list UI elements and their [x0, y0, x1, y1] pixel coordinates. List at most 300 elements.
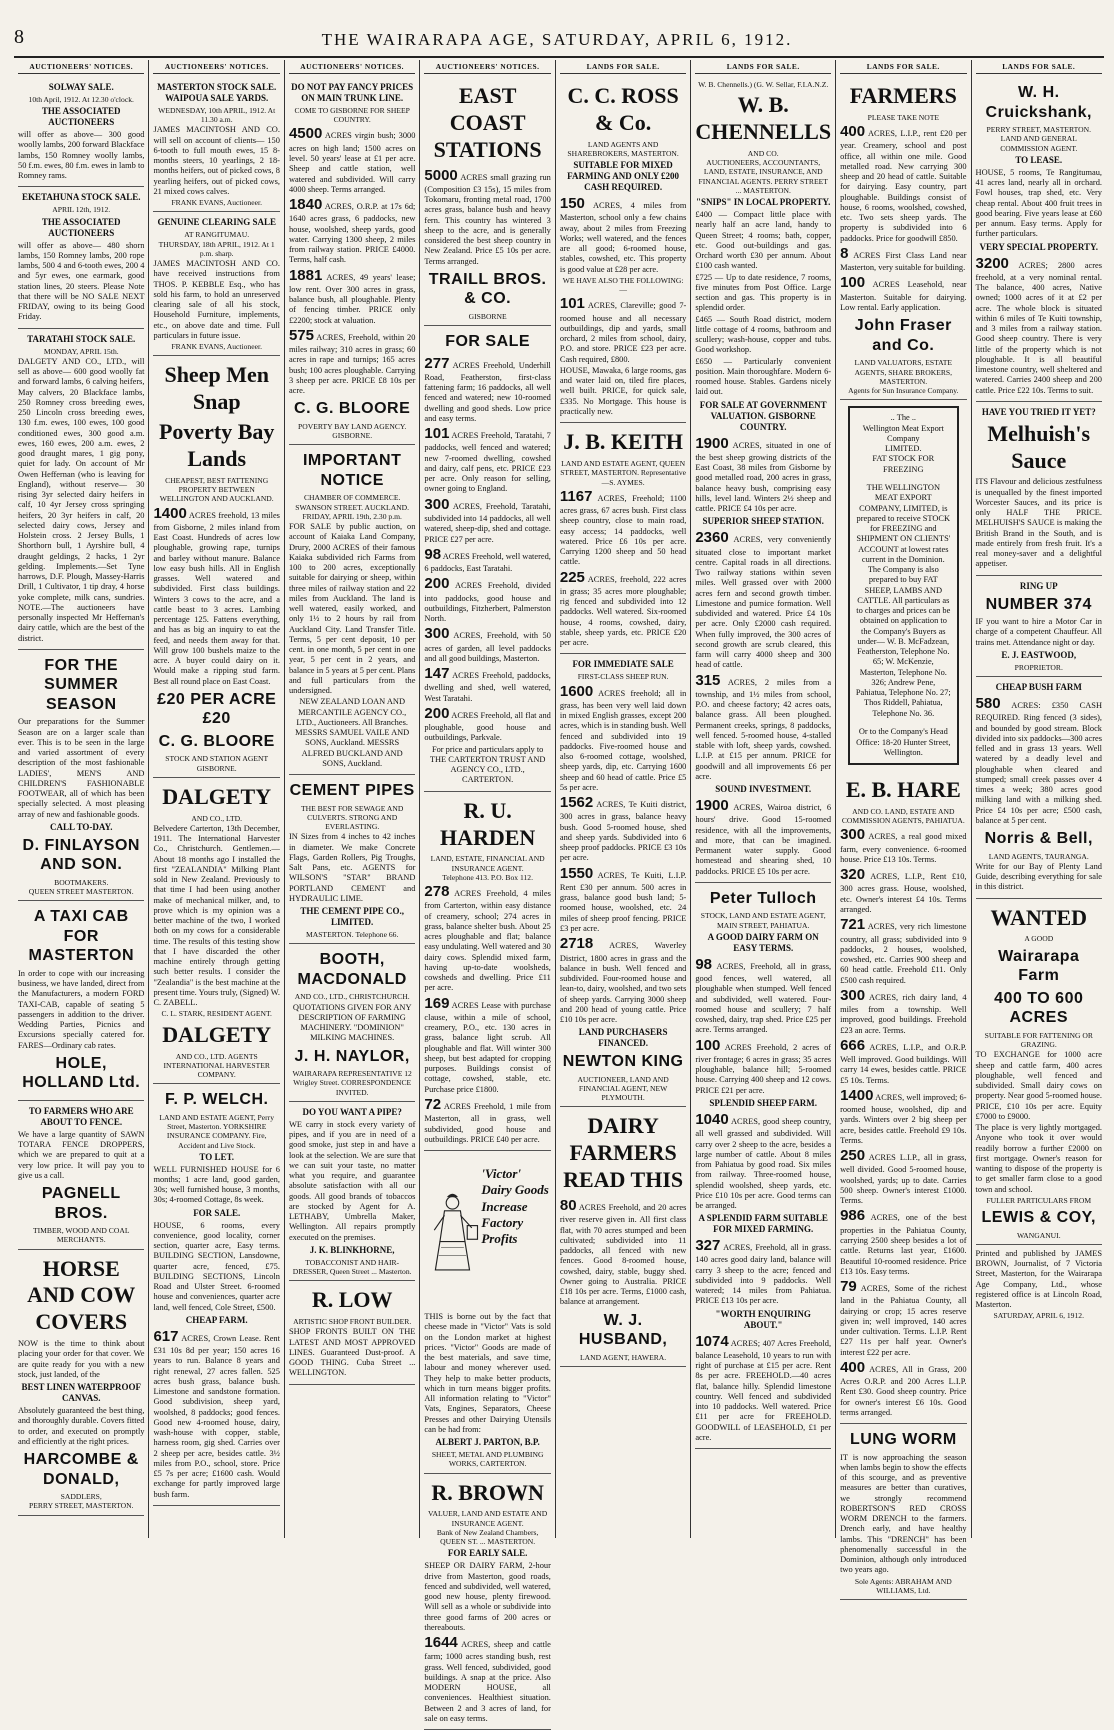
acreage: 277 — [424, 355, 449, 372]
company-name: BOOTH, MACDONALD — [289, 950, 415, 989]
acreage: 300 — [424, 625, 449, 642]
acreage: 1881 — [289, 267, 322, 284]
dalgety-sub: AND CO., LTD. — [153, 814, 279, 823]
solway-sale-ad — [18, 77, 144, 187]
listing: 2360 ACRES, very conveniently situated close to important market centre. Capital roads in all directions. Two railway stations within seven miles. Well grassed over with 2000 acres fern and second growth timber. Limestone and pumice formation. Well subdivided and watered. Price £4 10s per acre. Only £2000 cash required. When fully improved, the 300 acres of second growth are scrub cleared, this farm will carry 4000 sheep and 300 head of cattle. — [695, 529, 831, 670]
traill-sub: GISBORNE — [424, 312, 550, 321]
shop-fronts-ad — [289, 1281, 415, 1384]
bloore-sub: POVERTY BAY LAND AGENCY. GISBORNE. — [289, 422, 415, 441]
ad-body: IF you want to hire a Motor Car in charge of a competent Chauffeur. All trains met. Attendance night or day. — [976, 617, 1102, 648]
column-head: AUCTIONEERS' NOTICES. — [289, 62, 415, 74]
hare-name: E. B. HARE — [840, 777, 966, 804]
ad-title: MASTERTON STOCK SALE. WAIPOUA SALE YARDS. — [153, 82, 279, 104]
column-head: AUCTIONEERS' NOTICES. — [153, 62, 279, 74]
acreage: 2360 — [695, 529, 728, 546]
acreage: 1840 — [289, 196, 322, 213]
acreage: 1644 — [424, 1634, 457, 1651]
listing: 1167 ACRES, Freehold; 1100 acres grass, 67 acres bush. First class sheep country, close to main road, easy access; 14 paddocks, well watered. Price £6 10s per acre. Carrying 1200 sheep and 50 head cattle. — [560, 488, 686, 568]
wanted-farm-ad — [976, 899, 1102, 1245]
booth-macdonald-ad — [289, 944, 415, 1102]
owner-body: The place is very lightly mortgaged. Anyone who took it over would readily borrow a further £2000 on first mortgage. Owner's reason for wanting to dispose of the property is to get smaller farm close to a good town and school. — [976, 1123, 1102, 1195]
ad-date: APRIL 12th, 1912. — [18, 205, 144, 214]
farmers-notice-ad — [840, 77, 966, 400]
acreage: 1400 — [153, 505, 186, 522]
column-2 — [148, 60, 283, 1538]
finlayson-trade: BOOTMAKERS. — [18, 878, 144, 887]
acreage: 575 — [289, 327, 314, 344]
ad-body: IT is now approaching the season when lambs begin to show the effects of this scourge, and as preventive measures are better than curatives, we strongly recommend ROBERTSON'S RED CROSS WORM DRENCH to the farmers. Drench early, and have healthy lambs. This "DRENCH" has been phenomenally successful in the Dominion, although only introduced two years ago. — [840, 1453, 966, 1576]
call-today: CALL TO-DAY. — [18, 822, 144, 833]
listing: 580 ACRES: £350 CASH REQUIRED. Ring fenced (3 sides), and bounded by good stream. Block divided into six paddocks—300 acres felled and in grass 13 years. Well watered by a deadly level and ploughable when cleared and stumped; small creek passes over 4 times a week; 380 acres good milking land with a milking shed. Price £4 10s per acre; £500 cash, balance at 5 per cent. — [976, 695, 1102, 826]
newspaper-columns — [14, 60, 1106, 1538]
ad-body: JAMES MACINTOSH AND CO. have received instructions from THOS. P. KEBBLE Esq., who has sold his farm, to hold an unreserved clearing sale of all his stock, Household Furniture, implements, etc., on above date and time. Full particulars in future issue. — [153, 259, 279, 341]
immediate-sale-ad — [560, 654, 686, 1107]
brown-name: R. BROWN — [424, 1480, 550, 1507]
ad-title: CHEAP BUSH FARM — [976, 682, 1102, 693]
ad-title: TARATAHI STOCK SALE. — [18, 334, 144, 345]
welch-ad — [153, 1084, 279, 1506]
listing: 147 ACRES Freehold, paddocks, dwelling and shed, well watered, West Taratahi. — [424, 665, 550, 704]
ross-ad — [560, 77, 686, 423]
harcombe-trade: SADDLERS, — [18, 1492, 144, 1501]
ad-body: In order to cope with our increasing business, we have landed, direct from the Manufacturers, a modern FORD TAXI-CAB, capable of seating 5 passengers in addition to the driver. Wedding Parties, Picnics and Excursions specially catered for. FARES—Ordinary cab rates. — [18, 969, 144, 1051]
acreage: 169 — [424, 995, 449, 1012]
acreage: 327 — [695, 1237, 720, 1254]
chennells-partners: W. B. Chennells.) (G. W. Sellar, F.I.A.N.Z. — [695, 80, 831, 89]
listing: £400 — Compact little place with nearly half an acre land, handy to Queen Street; 4 rooms; bath, copper, etc. Good out-buildings and gas. Orchard worth £30 per annum. About £100 cash wanted. — [695, 210, 831, 272]
ad-title: GENUINE CLEARING SALE — [153, 217, 279, 228]
listing: 1040 ACRES, good sheep country, all well grassed and subdivided. Will carry over 2 sheep to the acre, besides a large number of cattle. About 8 miles from Pahiatua by good road. Six miles from railway. Three-roomed house, splendid woolshed, sheep yards, etc. Price £10 10s per acre. Good terms can be arranged. — [695, 1111, 831, 1211]
norris-name: Norris & Bell, — [976, 829, 1102, 849]
acreage: 300 — [840, 987, 865, 1004]
imprint-text: Printed and published by JAMES BROWN, Journalist, of 7 Victoria Street, Masterton, for the Wairarapa Age Company, Ltd., whose registered office is at Lincoln Road, Masterton. — [976, 1249, 1102, 1311]
acreage: 400 — [840, 123, 865, 140]
builder-name: R. LOW — [289, 1287, 415, 1314]
to-let-body: WELL FURNISHED HOUSE for 6 months; 1 acre land, good garden, 30s; well furnished house, 3 months, 30s; 4-roomed Cottage, 8s week. — [153, 1165, 279, 1206]
special-heading: VERY SPECIAL PROPERTY. — [976, 242, 1102, 253]
keith-name: J. B. KEITH — [560, 429, 686, 456]
acreage: 315 — [695, 672, 720, 689]
sound-heading: SOUND INVESTMENT. — [695, 784, 831, 795]
newton-name: NEWTON KING — [560, 1052, 686, 1072]
acreage: 4500 — [289, 125, 322, 142]
acreage: 200 — [424, 705, 449, 722]
eastwood-name: E. J. EASTWOOD, — [976, 650, 1102, 661]
listing: 1900 ACRES, Wairoa district, 6 hours' drive. Good 15-roomed residence, with all the improvements, and more, that can be imagined. Permanent water supply. Good homestead and shearing shed, 10 paddocks. PRICE £5 10s per acre. — [695, 797, 831, 877]
page-number: 8 — [14, 26, 24, 49]
acreage: 1600 — [560, 683, 593, 700]
acreage: 1040 — [695, 1111, 728, 1128]
ad-body: IN Sizes from 4 inches to 42 inches in diameter. We make Concrete Flags, Garden Rollers, Pig Troughs, Salt Pans, etc. AGENTS for WILSON'S "STAR" BRAND PORTLAND CEMENT and HYDRAULIC LIME. — [289, 832, 415, 904]
splendid-heading: SPLENDID SHEEP FARM. — [695, 1098, 831, 1109]
to-lease-heading: TO LEASE. — [976, 155, 1102, 166]
summer-footwear-ad — [18, 650, 144, 902]
acreage: 666 — [840, 1037, 865, 1054]
financed-note: LAND PURCHASERS FINANCED. — [560, 1027, 686, 1049]
ad-date: 10th April, 1912. At 12.30 o'clock. — [18, 95, 144, 104]
victor-dairy-ad — [424, 1151, 550, 1473]
keith-ad — [560, 423, 686, 654]
ad-title: EKETAHUNA STOCK SALE. — [18, 192, 144, 203]
acreage: 721 — [840, 916, 865, 933]
meat-the: .. The .. — [855, 413, 951, 423]
listing: 400 ACRES, L.I.P., rent £20 per year. Creamery, school and post office, all within one mile. Good metalled road. New carrying 300 sheep and 20 head of cattle. Suitable for dairying. Easy country, part ploughable. Buildings consist of house, 6 rooms, woolshed, cowshed, etc. Two sets sheep yards. The property is subdivided into 6 paddocks. Price for goodwill £850. — [840, 123, 966, 244]
resident-agent: C. L. STARK, RESIDENT AGENT. — [153, 1009, 279, 1018]
builder-sub: ARTISTIC SHOP FRONT BUILDER. — [289, 1317, 415, 1326]
canvas-body: Absolutely guaranteed the best thing, and thoroughly durable. Covers fitted to order, and executed on promptly and efficiently at the right prices. — [18, 1406, 144, 1447]
brown-ad — [424, 1474, 550, 1730]
sheep-men-snap-ad — [153, 356, 279, 777]
hare-sub: AND CO. LAND, ESTATE AND COMMISSION AGENTS, PAHIATUA. — [840, 807, 966, 826]
listing: 5000 ACRES small grazing run (Composition £3 15s), 15 miles from Tokomaru, fronting metal road, 1700 acres grass, balance bush and heavy fern. This country has wintered 3 sheep to the acre, and is generally considered the best sheep country in New Zealand. Price £5 10s per acre. Terms arranged. — [424, 167, 550, 267]
chennells-name: W. B. CHENNELLS — [695, 92, 831, 146]
column-1 — [14, 60, 148, 1538]
ad-contact: For price and particulars apply to THE CARTERTON TRUST AND AGENCY CO., LTD., CARTERTON. — [424, 745, 550, 786]
listing: 80 ACRES Freehold, and 20 acres river reserve given in. All first class flat, with 70 acres stumped and been cultivated; subdivided into 11 paddocks, all fenced with new fences. Good 8-roomed house, cowshed, dairy, stable, buggy shed. Owner going to Australia. PRICE £18 10s per acre. Terms, £1000 cash, balance at arrangement. — [560, 1197, 686, 1308]
listing: 72 ACRES Freehold, 1 mile from Masterton, all in grass, well subdivided, good house and outbuildings. PRICE £40 per acre. — [424, 1096, 550, 1145]
meat-limited: LIMITED. — [855, 444, 951, 454]
acreage: 400 — [840, 1359, 865, 1376]
dalgety-sub: AND CO., LTD. AGENTS INTERNATIONAL HARVESTER COMPANY. — [153, 1052, 279, 1080]
listing: £465 — South Road district, modern little cottage of 4 rooms, bathroom and scullery; wash-house, copper and tubs. Good workshop. — [695, 315, 831, 356]
acreage: 72 — [424, 1096, 441, 1113]
acreage: 200 — [424, 575, 449, 592]
fraser-sub: LAND VALUATORS, ESTATE AGENTS, SHARE BROKERS, MASTERTON. — [840, 358, 966, 386]
ad-subtitle: CHEAPEST, BEST FATTENING PROPERTY BETWEEN WELLINGTON AND AUCKLAND. — [153, 476, 279, 504]
taxi-cab-ad — [18, 901, 144, 1101]
ad-body: THE WELLINGTON MEAT EXPORT COMPANY, LIMITED, is prepared to receive STOCK for FREEZING and SHIPMENT ON CLIENTS' ACCOUNT at lowest rates current in the Dominion. The Company is also prepared to buy FAT SHEEP, LAMBS AND CATTLE. All particulars as to charges and prices can be obtained on application to the Company's Buyers as under— W. B. McFadzean, Featherston, Telephone No. 65; W. McKenzie, Masterton, Telephone No. 326; Andrew Pene, Pahiatua, Telephone No. 27; Thos Riddell, Pahiatua, Telephone No. 36. — [855, 483, 951, 719]
listing: 1900 ACRES, situated in one of the best sheep growing districts of the East Coast, 38 miles from Gisborne by good metalled road, 200 acres in grass, balance heavy bush, comprising easy hills, level land. Winters 2½ sheep and cattle. PRICE £4 10s per acre. — [695, 435, 831, 515]
listing: 98 ACRES, Freehold, all in grass, good fences, well watered, all ploughable when stumped. Well fenced and subdivided, well watered. Four-roomed house and scullery; 7 half cowshed, dairy, trap shed. Price £25 per acre. Terms arranged. — [695, 956, 831, 1036]
harcombe-name: HARCOMBE & DONALD, — [18, 1450, 144, 1489]
listing: 150 ACRES, 4 miles from Masterton, school only a few chains away, about 2 miles from Freezing Works; well watered, and the fences are all good; 6-roomed house, stables, cowshed, etc. This property is good value at £28 per acre. — [560, 195, 686, 275]
listing: 300 ACRES, Freehold, Taratahi, subdivided into 14 paddocks, all well watered, sheep-dip, shed and cottage. PRICE £27 per acre. — [424, 496, 550, 545]
tulloch-feature: A GOOD DAIRY FARM ON EASY TERMS. — [695, 932, 831, 954]
ad-body: SHOP FRONTS BUILT ON THE LATEST AND MOST APPROVED LINES. Guaranteed Dust-proof. A GOOD THING. Cuba Street ... WELLINGTON. — [289, 1327, 415, 1378]
bloore-name: C. G. BLOORE — [153, 732, 279, 752]
acreage: 98 — [424, 546, 441, 563]
ad-date: FRIDAY, APRIL 19th, 2.30 p.m. — [289, 512, 415, 521]
acreage: 8 — [840, 245, 848, 262]
listing: 1550 ACRES, Te Kuiti, L.I.P. Rent £30 per annum. 500 acres in grass, balance good bush land; 5-roomed house, woolshed, etc. 24 miles of sheep proof fencing. PRICE £3 per acre. — [560, 865, 686, 935]
listing: 8 ACRES First Class Land near Masterton, very suitable for building. — [840, 245, 966, 274]
auctioneers-list: NEW ZEALAND LOAN AND MERCANTILE AGENCY CO., LTD., Auctioneers. All Branches. MESSRS SAMUEL VAILE AND SONS, Auckland. MESSRS ALFRED BUCKLAND AND SONS, Auckland. — [289, 697, 415, 769]
column-head: AUCTIONEERS' NOTICES. — [424, 62, 550, 74]
listing: 1644 ACRES, sheep and cattle farm; 1000 acres standing bush, rest grass. Well fenced, subdivided, good buildings. A snap at the price. Also MODERN HOUSE, all conveniences. Healthiest situation. Between 2 and 3 acres of land, for sale on easy terms. — [424, 1634, 550, 1724]
listing: 4500 ACRES virgin bush; 3000 acres on high land; 1500 acres on level. 50 years' lease at £1 per acre. Sheep and cattle station, well watered and subdivided. Will carry 4000 sheep. Terms arranged. — [289, 125, 415, 195]
listing: 225 ACRES, freehold, 222 acres in grass; 35 acres more ploughable; rig fenced and subdivided into 12 paddocks. Well watered. Six-roomed house, 4 rooms, cowshed, dairy, stable, sheep yards, etc. PRICE £20 per acre. — [560, 569, 686, 649]
hole-holland-name: HOLE, HOLLAND Ltd. — [18, 1054, 144, 1093]
wanted-farm: Wairarapa Farm — [976, 947, 1102, 986]
also-heading: WE HAVE ALSO THE FOLLOWING:— — [560, 276, 686, 295]
naylor-name: J. H. NAYLOR, — [289, 1047, 415, 1067]
listing: 986 ACRES, one of the best properties in the Pahiatua County, carrying 2500 sheep besides a lot of cattle. Returns last year, £1600. Beautiful 10-roomed residence. Price £13 10s. Easy terms. — [840, 1207, 966, 1277]
company-name: THE CEMENT PIPE CO., LIMITED. — [289, 906, 415, 928]
listing: 300 ACRES, a real good mixed farm, every convenience. 6-roomed house. Price £13 10s. Terms. — [840, 826, 966, 865]
ad-title: CEMENT PIPES — [289, 781, 415, 801]
acreage: 1900 — [695, 797, 728, 814]
newton-sub: AUCTIONEER, LAND AND FINANCIAL AGENT, NEW PLYMOUTH. — [560, 1075, 686, 1103]
meat-fat-stock: FAT STOCK FOR FREEZING — [855, 454, 951, 475]
ad-auctioneer: THE ASSOCIATED AUCTIONEERS — [18, 106, 144, 128]
wellington-meat-ad — [848, 406, 958, 765]
tulloch-sub: STOCK, LAND AND ESTATE AGENT, MAIN STREET, PAHIATUA. — [695, 911, 831, 930]
harden-name: R. U. HARDEN — [424, 798, 550, 852]
column-8 — [971, 60, 1106, 1538]
ad-body: Belvedere Carterton, 13th December, 1911. The International Harvester Co., Christchurch. Gentlemen.—About 18 months ago I installed the first "ZEALANDIA" Milking Plant sold in New Zealand. Previously to that time I had been using another make of mechanical milker, and, to prove which is my opinion was a better machine of the two, I worked both on my cows for a considerable time. The results of this testing show that I have discarded the other machine entirely through getting such better results. I consider the "Zealandia" is the best machine at the present time. Yours truly, (Signed) W. C. ZABELL. — [153, 824, 279, 1009]
listing: 79 ACRES, Some of the richest land in the Pahiatua County, all dairying or crop; 15 acres reserve given in; well improved, 140 acres under cultivation. Terms. L.I.P. Rent £27 11s per half year. Owner's interest £22 per acre. — [840, 1278, 966, 1358]
listing: 300 ACRES, Freehold, with 50 acres of garden, all level paddocks and all good buildings, Masterton. — [424, 625, 550, 664]
cheap-farm-heading: CHEAP FARM. — [153, 1315, 279, 1326]
lung-worm-ad — [840, 1424, 966, 1600]
tried-heading: HAVE YOU TRIED IT YET? — [976, 407, 1102, 418]
parton-name: ALBERT J. PARTON, B.P. — [424, 1437, 550, 1448]
ad-title: EAST COAST STATIONS — [424, 83, 550, 163]
listing: HOUSE, Mawaka, 6 large rooms, gas and water laid on, tiled fire places, well built. PRICE, for quick sale, £335. No Mortgage. This house is practically new. — [560, 366, 686, 417]
acreage: 1400 — [840, 1087, 873, 1104]
listing: 100 ACRES Freehold, 2 acres of river frontage; 6 acres in grass; 35 acres ploughable, balance hill; 5-roomed house. Carrying 400 sheep and 12 cows. PRICE £21 per acre. — [695, 1037, 831, 1096]
acreage: 150 — [560, 195, 585, 212]
ad-date: WEDNESDAY, 10th APRIL, 1912. At 11.30 a.m. — [153, 106, 279, 125]
carterton-trust-ad — [424, 326, 550, 792]
ad-place: AT RANGITUMAU. — [153, 230, 279, 239]
acreage: 250 — [840, 1147, 865, 1164]
listing: 1562 ACRES, Te Kuiti district, 300 acres in grass, balance heavy bush. Good 5-roomed house, shed and sheep yards. Subdivided into 6 sheep proof paddocks. PRICE £3 10s per acre. — [560, 794, 686, 864]
ad-subtitle: CHAMBER OF COMMERCE. SWANSON STREET. AUCKLAND. — [289, 493, 415, 512]
ad-title: DO YOU WANT A PIPE? — [289, 1107, 415, 1118]
ad-body: NOW is the time to think about placing your order for that cover. We are quite ready for you with a new stock, just landed, of the — [18, 1339, 144, 1380]
cement-pipes-ad — [289, 775, 415, 944]
meat-company-name: Wellington Meat Export Company — [855, 424, 951, 445]
listing: £725 — Up to date residence, 7 rooms, five minutes from Post Office. Large section and gas. This property is in splendid order. — [695, 273, 831, 314]
ad-title: FOR SALE — [424, 332, 550, 352]
for-sale-heading: FOR SALE. — [153, 1208, 279, 1219]
husband-name: W. J. HUSBAND, — [560, 1311, 686, 1350]
ad-body: We have a large quantity of SAWN TOTARA FENCE DROPPERS, which we are prepared to quit at a very low price. It will pay you to give us a call. — [18, 1130, 144, 1181]
listing: 1840 ACRES, O.R.P. at 17s 6d; 1640 acres grass, 6 paddocks, new house, woolshed, sheep yards, good water. Carrying 1300 sheep, 2 miles from railway station. PRICE £4000. Terms, half cash. — [289, 196, 415, 266]
eastwood-sub: PROPRIETOR. — [976, 663, 1102, 672]
column-head: LANDS FOR SALE. — [560, 62, 686, 74]
column-7 — [835, 60, 970, 1538]
cruickshank-ad — [976, 77, 1102, 402]
listing: 250 ACRES L.I.P., all in grass, well divided. Good 5-roomed house, woolshed, yards; up to date. Carries 500 sheep. Owner's interest £1000. Terms. — [840, 1147, 966, 1206]
acreage: 617 — [153, 1328, 178, 1345]
for-sale-body: HOUSE, 6 rooms, every convenience, good locality, corner section, quarter acre, Easy terms. BUILDING SECTION, Lansdowne, quarter acre, fenced, £75. BUILDING SECTIONS, Lincoln Road and Ulster Street. 6-roomed house and conveniences, quarter acre land, well fenced, Cole Street, £500. — [153, 1221, 279, 1313]
ross-sub: LAND AGENTS AND SHAREBROKERS, MASTERTON. — [560, 140, 686, 159]
ad-body: QUOTATIONS GIVEN FOR ANY DESCRIPTION OF FARMING MACHINERY. "DOMINION" MILKING MACHINES. — [289, 1003, 415, 1044]
tobacconist-sub: TOBACCONIST AND HAIR-DRESSER, Queen Street ... Masterton. — [289, 1258, 415, 1277]
listing: 169 ACRES Lease with purchase clause, within a mile of school, creamery, P.O., etc. 130 acres in grass, balance light scrub. All ploughable and flat. Will winter 300 sheep, but best adapted for cropping purposes. Buildings consist of cottage, cowshed, stable, etc. Purchase price £1800. — [424, 995, 550, 1095]
listing: 1881 ACRES, 49 years' lease; low rent. Over 300 acres in grass, balance bush, all ploughable. Plenty of fencing timber. PRICE only £2200; stock at valuation. — [289, 267, 415, 326]
ad-title: DAIRY FARMERS READ THIS — [560, 1113, 686, 1193]
dalgety-testimonial-ad — [153, 778, 279, 1084]
pagnell-name: PAGNELL BROS. — [18, 1184, 144, 1223]
acreage: 986 — [840, 1207, 865, 1224]
listing: 3200 ACRES; 2800 acres freehold, at a very nominal rental. The balance, 400 acres, Native owned; 1000 acres of it at £2 per acre. The whole block is situated within 6 miles of Te Kuiti township, and 3 miles from a railway station. Good sheep country. There is very little of the property which is not ploughable. It is all beautiful limestone country, well sheltered and watered. Carries 2400 sheep and 200 cattle. Price £22 10s. Terms to suit. — [976, 255, 1102, 396]
column-head: AUCTIONEERS' NOTICES. — [18, 62, 144, 74]
horse-covers-ad — [18, 1250, 144, 1516]
mixed-heading: A SPLENDID FARM SUITABLE FOR MIXED FARMING. — [695, 1213, 831, 1235]
ad-body: will offer as above— 300 good woolly lambs, 200 forward Blackface lambs, 150 Romney woolly lambs, 50 f.m. ewes, 80 f.m. ewes in lamb to Romney rams. — [18, 130, 144, 181]
chennells-ad — [695, 77, 831, 883]
ad-title: IMPORTANT NOTICE — [289, 451, 415, 490]
cruickshank-address: PERRY STREET, MASTERTON. — [976, 125, 1102, 134]
column-3 — [284, 60, 419, 1538]
acreage: 98 — [695, 956, 712, 973]
column-head: LANDS FOR SALE. — [976, 62, 1102, 74]
fuller-particulars: FULLER PARTICULARS FROM — [976, 1196, 1102, 1205]
cheap-bush-farm-ad — [976, 677, 1102, 899]
listing: 277 ACRES Freehold, Underhill Road, Featherston, first-class fattening farm; 16 paddocks, all well fenced and watered; new 10-roomed dwelling and good sheds. Low price and easy terms. — [424, 355, 550, 425]
ad-date: MONDAY, APRIL 15th. — [18, 347, 144, 356]
parton-sub: SHEET, METAL AND PLUMBING WORKS, CARTERTON. — [424, 1450, 550, 1469]
ad-title: HORSE AND COW COVERS — [18, 1256, 144, 1336]
auctioneer-signature: FRANK EVANS, Auctioneer. — [153, 342, 279, 351]
ad-title: Melhuish's Sauce — [976, 421, 1102, 475]
acreage: 1167 — [560, 488, 593, 505]
worth-heading: "WORTH ENQUIRING ABOUT." — [695, 1309, 831, 1331]
ad-title: SOLWAY SALE. — [18, 82, 144, 93]
traill-name: TRAILL BROS. & CO. — [424, 270, 550, 309]
listing: 1400 ACRES, well improved; 6-roomed house, woolshed, dip and yards. Winters over 2 big sheep per acre, besides cattle. Freehold £9 10s. Terms. — [840, 1087, 966, 1146]
gisborne-sheep-country-ad — [289, 77, 415, 445]
column-head: LANDS FOR SALE. — [840, 62, 966, 74]
cruickshank-name: W. H. Cruickshank, — [976, 83, 1102, 122]
company-address: MASTERTON. Telephone 66. — [289, 930, 415, 939]
ad-date: THURSDAY, 18th APRIL, 1912. At 1 p.m. sharp. — [153, 240, 279, 259]
ad-title: FOR THE SUMMER SEASON — [18, 656, 144, 715]
fraser-agent: Agents for Sun Insurance Company. — [840, 386, 966, 395]
listing: 666 ACRES, L.I.P., and O.R.P. Well improved. Good buildings. Will carry 14 ewes, besides cattle. PRICE £5 10s. Terms. — [840, 1037, 966, 1086]
ad-body: THIS is borne out by the fact that cheese made in "Victor" Vats is sold on the London market at highest prices. "Victor" Goods are made of the best materials, and save time, labour and money wherever used. They help to make better products, which in turn means bigger profits. All information relating to "Victor" Vats, Engines, Separators, Cheese Presses and other Dairying Utensils can be had from: — [424, 1312, 550, 1435]
wanted-sub: SUITABLE FOR FATTENING OR GRAZING. — [976, 1031, 1102, 1050]
price: £20 PER ACRE £20 — [153, 690, 279, 729]
listing: 101 ACRES, Clareville; good 7-roomed house and all necessary outbuildings, dip and yards, small orchard, 2 miles from school, dairy, P.O. and store. PRICE £23 per acre. Cash required, £800. — [560, 295, 686, 365]
exchange-body: TO EXCHANGE for 1000 acre sheep and cattle farm, 400 acres ploughable, well fenced and subdivided. Small dairy cows on property. Near good 5-roomed house. PRICE, £10 10s per acre. Equity £7000 to £9000. — [976, 1050, 1102, 1122]
listing: 721 ACRES, very rich limestone country, all grass; subdivided into 9 paddocks, 2 houses, woolshed, cowshed, etc. Carries 900 sheep and 60 head cattle. Freehold £11. Only £500 cash required. — [840, 916, 966, 986]
listing: 200 ACRES Freehold, divided into paddocks, good house and outbuildings, Fitzherbert, Palmerston North. — [424, 575, 550, 624]
lewis-name: LEWIS & COY, — [976, 1208, 1102, 1228]
harcombe-address: PERRY STREET, MASTERTON. — [18, 1501, 144, 1510]
welch-name: F. P. WELCH. — [153, 1090, 279, 1110]
phone-number: NUMBER 374 — [976, 595, 1102, 615]
finlayson-address: QUEEN STREET MASTERTON. — [18, 887, 144, 896]
finlayson-name: D. FINLAYSON AND SON. — [18, 836, 144, 875]
acreage: 100 — [840, 274, 865, 291]
listing: 200 ACRES Freehold, all flat and ploughable, good house and outbuildings, Parkvale. — [424, 705, 550, 744]
listing: 101 ACRES Freehold, Taratahi, 7 paddocks, well fenced and watered; new 7-roomed dwelling, cowshed and dairy, calf pens, etc. PRICE £23 per acre. Only reason for selling, owner going to England. — [424, 425, 550, 495]
clearing-sale-ad — [153, 212, 279, 356]
ad-body: 1400 ACRES freehold, 13 miles from Gisborne, 2 miles inland from East Coast. Hundreds of acres low ploughable, growing rape, turnips and barley without manure. Balance low easy bush hills. All in English grasses. Well watered and subdivided. First class buildings. Winters 3 cows to the acre, and a cattle beast to 3 acres. Lambing percentage 125. Fattens everything, and has as big an inquiry to eat the feed, and needs them away for that. Will grow 100 bushels maize to the acre. A buyer could dairy on it. Would make a ripping stud farm. Best all round place on East Coast. — [153, 505, 279, 687]
listing: 1074 ACRES; 407 Acres Freehold, balance Leasehold, 10 years to run with right of purchase at £15 per acre. Rent 8s per acre. FREEHOLD.—40 acres flat, balance hilly. Splendid limestone country. Well fenced and subdivided into 10 paddocks. Well watered. Price £11 per acre for FREEHOLD. GOODWILL of LEASEHOLD, £1 per acre. — [695, 1333, 831, 1444]
ad-subtitle: COME TO GISBORNE FOR SHEEP COUNTRY. — [289, 106, 415, 125]
company-sub: AND CO., LTD., CHRISTCHURCH. — [289, 992, 415, 1001]
superior-heading: SUPERIOR SHEEP STATION. — [695, 516, 831, 527]
listing: 300 ACRES, rich dairy land, 4 miles from a township. Well improved, good buildings. Freehold £23 an acre. Terms. — [840, 987, 966, 1036]
ad-subtitle: PLEASE TAKE NOTE — [840, 113, 966, 122]
snips-heading: "SNIPS" IN LOCAL PROPERTY. — [695, 197, 831, 208]
masthead — [0, 0, 1114, 56]
acreage: 2718 — [560, 935, 593, 952]
acreage: 278 — [424, 883, 449, 900]
ad-subtitle: FIRST-CLASS SHEEP RUN. — [560, 672, 686, 681]
acreage: 225 — [560, 569, 585, 586]
chennells-desc: AUCTIONEERS, ACCOUNTANTS, LAND, ESTATE, INSURANCE, AND FINANCIAL AGENTS. PERRY STREET ... MASTERTON. — [695, 158, 831, 195]
waipoua-sale-ad — [153, 77, 279, 212]
brown-sub: VALUER, LAND AND ESTATE AND INSURANCE AGENT. — [424, 1509, 550, 1528]
ad-body: ITS Flavour and delicious zestfulness is unequalled by the finest imported Worcester Sauces, and its price is only HALF THE PRICE. MELHUISH'S SAUCE is making the British Brand in the South, and is made entirely from fresh fruit. It's a real money-saver and a delightful appetiser. — [976, 477, 1102, 569]
dalgety-name: DALGETY — [153, 1022, 279, 1049]
acreage: 300 — [424, 496, 449, 513]
dairy-farmers-ad — [560, 1107, 686, 1366]
listing: 327 ACRES, Freehold, all in grass. 140 acres good dairy land, balance will carry 3 sheep to the acre; fenced and subdivided into 9 paddocks. Well watered; 14 miles from Pahiatua. PRICE £13 10s per acre. — [695, 1237, 831, 1307]
fence-droppers-ad — [18, 1101, 144, 1250]
pipe-tobacco-ad — [289, 1102, 415, 1281]
dalgety-name: DALGETY — [153, 784, 279, 811]
ad-subtitle: THE BEST FOR SEWAGE AND CULVERTS. STRONG AND EVERLASTING. — [289, 804, 415, 832]
naylor-sub: WAIRARAPA REPRESENTATIVE 12 Wrigley Street. CORRESPONDENCE INVITED. — [289, 1069, 415, 1097]
east-coast-stations-ad — [424, 77, 550, 326]
masthead-rule — [14, 56, 1104, 58]
eketahuna-sale-ad — [18, 187, 144, 328]
ad-title: Sheep Men Snap — [153, 362, 279, 416]
acreage: 1562 — [560, 794, 593, 811]
printers-imprint — [976, 1245, 1102, 1325]
meat-head-office: Or to the Company's Head Office: 18-20 Hunter Street, Wellington. — [855, 727, 951, 758]
early-sale-heading: FOR EARLY SALE. — [424, 1548, 550, 1559]
harden-ad — [424, 792, 550, 1151]
ross-feature: SUITABLE FOR MIXED FARMING AND ONLY £200 CASH REQUIRED. — [560, 160, 686, 193]
brown-address: Bank of New Zealand Chambers, QUEEN ST. ... MASTERTON. — [424, 1528, 550, 1547]
acreage: 100 — [695, 1037, 720, 1054]
ad-title: A TAXI CAB FOR MASTERTON — [18, 907, 144, 966]
keith-sub: LAND AND ESTATE AGENT, QUEEN STREET, MASTERTON. Representative—S. AYMES. — [560, 459, 686, 487]
tulloch-name: Peter Tulloch — [695, 889, 831, 909]
harden-sub: LAND, ESTATE, FINANCIAL AND INSURANCE AGENT. — [424, 854, 550, 873]
bloore-name: C. G. BLOORE — [289, 399, 415, 419]
listing: 2718 ACRES, Waverley District, 1800 acres in grass and the balance in bush. Well fenced and subdivided. Four-roomed house and lean-to, dairy, woolshed, and two sets of sheep yards. Carrying 3000 sheep and 200 head of young cattle. Price £10 10s per acre. — [560, 935, 686, 1025]
wanted-good: A GOOD — [976, 934, 1102, 943]
listing: 315 ACRES, 2 miles from a township, and 1½ miles from school, P.O. and cheese factory; 42 acres oats, balance grass. All been ploughed. Permanent creeks, springs, 8 paddocks, well fenced. 5-roomed house, 4-stalled stable with loft, sheep yards, cowshed. L.I.P. at £15 per annum. PRICE for goodwill and all improvements £6 per acre. — [695, 672, 831, 783]
dairymaid-illustration-icon — [424, 1158, 481, 1308]
ad-title: FOR IMMEDIATE SALE — [560, 659, 686, 670]
govt-heading: FOR SALE AT GOVERNMENT VALUATION. GISBORNE COUNTRY. — [695, 400, 831, 433]
victor-slogan: 'Victor' Dairy Goods Increase Factory Profits — [481, 1158, 551, 1308]
husband-sub: LAND AGENT, HAWERA. — [560, 1353, 686, 1362]
canvas-heading: BEST LINEN WATERPROOF CANVAS. — [18, 1382, 144, 1404]
acreage: 580 — [976, 695, 1001, 712]
listing: 98 ACRES Freehold, well watered, 6 paddocks, East Taratahi. — [424, 546, 550, 575]
wanted-size: 400 TO 600 ACRES — [976, 989, 1102, 1028]
bloore-trade: STOCK AND STATION AGENT GISBORNE. — [153, 754, 279, 773]
chennells-co: AND CO. — [695, 149, 831, 158]
acreage: 79 — [840, 1278, 857, 1295]
melhuish-sauce-ad — [976, 402, 1102, 576]
important-notice-ad — [289, 445, 415, 775]
listing: 100 ACRES Leasehold, near Masterton. Suitable for dairying. Low rental. Early application. — [840, 274, 966, 313]
listing: £650 — Particularly convenient position. Main thoroughfare. Modern 6-roomed house. Stables. Gardens nicely laid out. — [695, 357, 831, 398]
ad-title: WANTED — [976, 905, 1102, 932]
ad-body: JAMES MACINTOSH AND CO. will sell on account of clients— 150 6-tooth to full mouth ewes, 15 8-months steers, 10 yearlings, 2 18-months heifers, out of picked cows, 8 yearling heifers, out of picked cows, 21 mixed cows calves. — [153, 125, 279, 197]
sole-agents: Sole Agents: ABRAHAM AND WILLIAMS, Ltd. — [840, 1577, 966, 1596]
ad-body: WE carry in stock every variety of pipes, and if you are in need of a good smoke, just step in and have a look at the selection. We are sure that we can suit your taste, no matter what you require, and guarantee absolute satisfaction with all our goods. All good brands of tobaccos are stocked by Agent for A. LETHABY, Umbrella Maker, Wellington. All repairs promptly executed on the premises. — [289, 1120, 415, 1243]
acreage: 1550 — [560, 865, 593, 882]
motor-car-ad — [976, 576, 1102, 677]
column-6 — [690, 60, 835, 1538]
listing: 278 ACRES Freehold, 4 miles from Carterton, within easy distance of creamery, school; 274 acres in grass, balance shelter bush. About 25 acres ploughable and flat; balance easy undulating. Well watered and 30 dairy cows. Splendid mixed farm, having up-to-date woolsheds, cowsheds and dwelling. Price £11 per acre. — [424, 883, 550, 994]
norris-body: Write for our Bay of Plenty Land Guide, describing everything for sale in this district. — [976, 862, 1102, 893]
ad-body: Our preparations for the Summer Season are on a larger scale than ever. This is to be seen in the large and varied assortment of every description of the most fashionable LADIES', MEN'S AND CHILDREN'S FASHIONABLE FOOTWEAR, all of which has been specially selected. A most pleasing array of new and fashionable goods. — [18, 717, 144, 820]
